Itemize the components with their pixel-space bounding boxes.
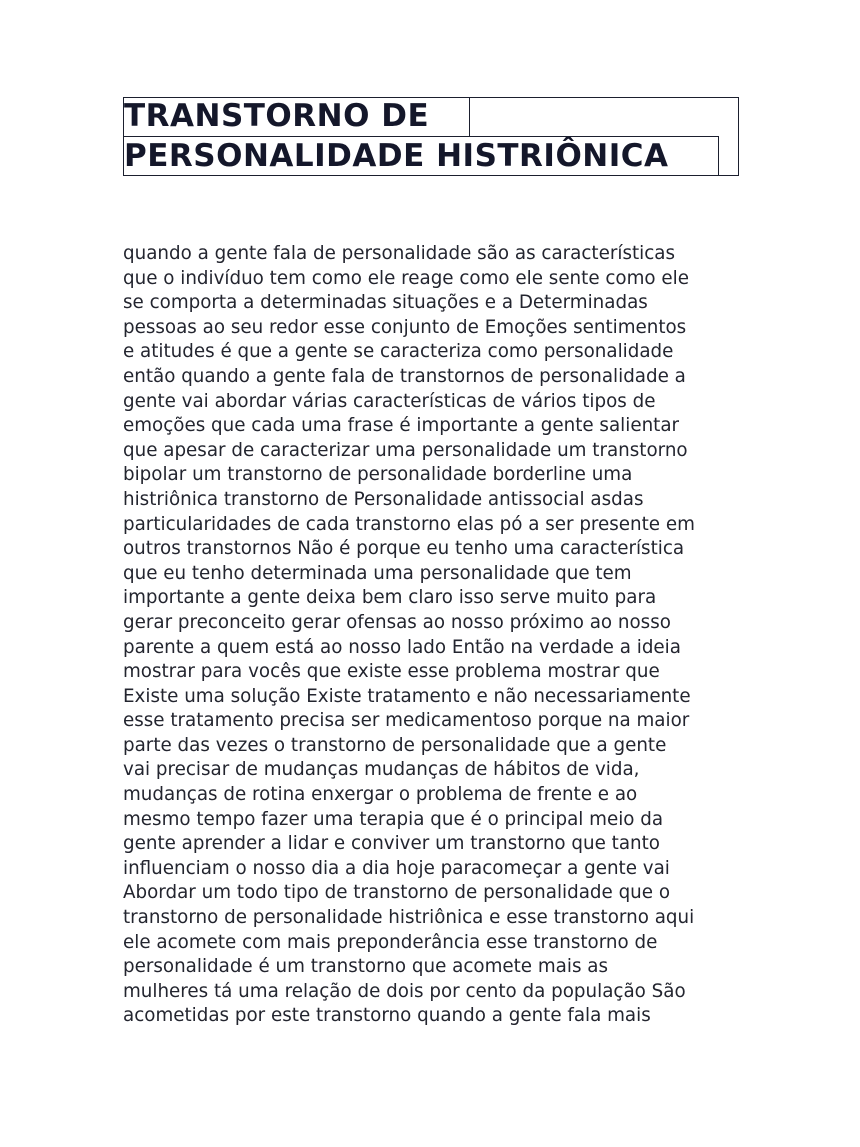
body-line: esse tratamento precisa ser medicamentoso porque na maior [123, 710, 690, 732]
body-line: parte das vezes o transtorno de personalidade que a gente [123, 734, 667, 756]
body-line: emoções que cada uma frase é importante a gente salientar [123, 415, 680, 437]
body-line: e atitudes é que a gente se caracteriza como personalidade [123, 341, 674, 363]
body-line: particularidades de cada transtorno elas pó a ser presente em [123, 513, 695, 535]
body-line: gente aprender a lidar e conviver um transtorno que tanto [123, 833, 660, 855]
body-line: personalidade é um transtorno que acomete mais as [123, 956, 609, 978]
body-line: parente a quem está ao nosso lado Então na verdade a ideia [123, 636, 681, 658]
body-line: gerar preconceito gerar ofensas ao nosso próximo ao nosso [123, 611, 671, 633]
body-paragraph [123, 242, 743, 1029]
body-line: mostrar para vocês que existe esse problema mostrar que [123, 661, 660, 683]
body-line: ele acomete com mais preponderância esse transtorno de [123, 931, 658, 953]
body-line: influenciam o nosso dia a dia hoje paracomeçar a gente vai [123, 857, 670, 879]
title-line-1: TRANSTORNO DE [123, 97, 470, 136]
body-line: mudanças de rotina enxergar o problema de frente e ao [123, 784, 638, 806]
body-line: pessoas ao seu redor esse conjunto de Emoções sentimentos [123, 316, 687, 338]
body-line: mulheres tá uma relação de dois por cento da população São [123, 980, 686, 1002]
body-line: então quando a gente fala de transtornos de personalidade a [123, 365, 686, 387]
body-line: Abordar um todo tipo de transtorno de personalidade que o [123, 882, 671, 904]
body-line: vai precisar de mudanças mudanças de hábitos de vida, [123, 759, 640, 781]
body-line: histriônica transtorno de Personalidade antissocial asdas [123, 488, 644, 510]
body-line: importante a gente deixa bem claro isso serve muito para [123, 587, 657, 609]
body-line: gente vai abordar várias características de vários tipos de [123, 390, 656, 412]
body-line: bipolar um transtorno de personalidade borderline uma [123, 464, 633, 486]
body-line: mesmo tempo fazer uma terapia que é o principal meio da [123, 808, 664, 830]
body-line: que apesar de caracterizar uma personalidade um transtorno [123, 439, 688, 461]
body-line: Existe uma solução Existe tratamento e não necessariamente [123, 685, 691, 707]
body-line: outros transtornos Não é porque eu tenho uma característica [123, 538, 685, 560]
body-line: quando a gente fala de personalidade são as características [123, 243, 675, 264]
title-line-2: PERSONALIDADE HISTRIÔNICA [123, 136, 719, 175]
body-line: acometidas por este transtorno quando a gente fala mais [123, 1005, 651, 1027]
body-line: que o indivíduo tem como ele reage como ele sente como ele [123, 267, 689, 289]
body-line: transtorno de personalidade histriônica e esse transtorno aqui [123, 907, 695, 929]
body-line: que eu tenho determinada uma personalidade que tem [123, 562, 632, 584]
body-line: se comporta a determinadas situações e a Determinadas [123, 292, 648, 314]
